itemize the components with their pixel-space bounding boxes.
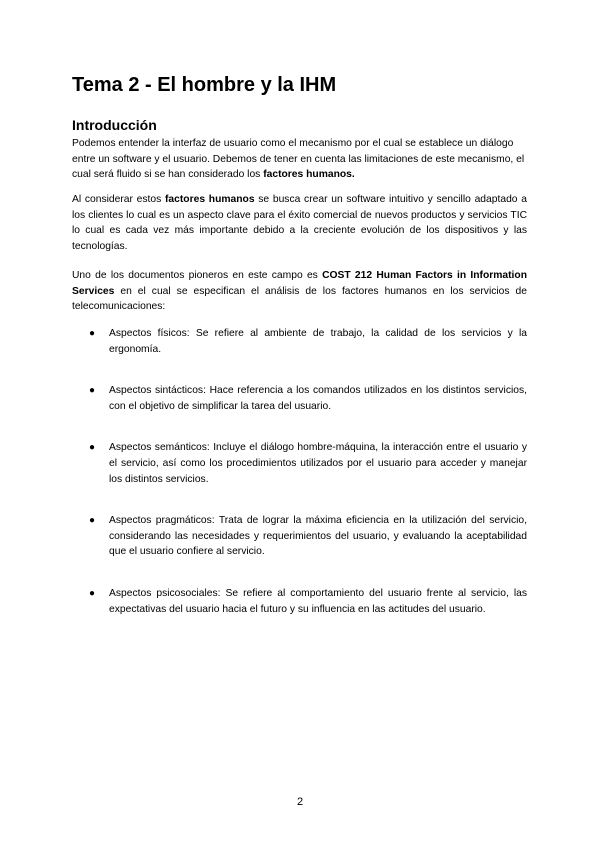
list-item-text: Aspectos semánticos: Incluye el diálogo hombre-máquina, la interacción entre el usuario y el servicio, así como los procedimientos utilizados por el usuario para acceder y manejar los distintos servicios. xyxy=(109,442,527,485)
list-item-text: Aspectos sintácticos: Hace referencia a los comandos utilizados en los distintos servicios, con el objetivo de simplificar la tarea del usuario. xyxy=(109,385,527,412)
bullet-icon: ● xyxy=(89,442,96,454)
paragraph-intro xyxy=(72,136,527,183)
page-number: 2 xyxy=(296,796,304,808)
list-item xyxy=(72,383,527,414)
paragraph-text: Al considerar estos xyxy=(72,194,165,205)
bold-term: factores humanos. xyxy=(263,169,355,181)
list-item-text: Aspectos físicos: Se refiere al ambiente de trabajo, la calidad de los servicios y la ergonomía. xyxy=(109,328,527,355)
paragraph-cost-212 xyxy=(72,268,527,315)
bold-term: COST 212 Human Factors in Information Services xyxy=(72,270,527,297)
bullet-icon: ● xyxy=(89,587,96,599)
list-item xyxy=(72,326,527,357)
section-heading: Introducción xyxy=(72,117,157,133)
list-item xyxy=(72,513,527,560)
paragraph-text: en el cual se especifican el análisis de los factores humanos en los servicios de telecomunicaciones: xyxy=(72,285,527,313)
paragraph-text: Uno de los documentos pioneros en este campo es xyxy=(72,270,323,281)
bullet-icon: ● xyxy=(89,385,96,397)
bullet-icon: ● xyxy=(89,328,96,339)
list-item xyxy=(72,440,527,487)
paragraph-text: se busca crear un software intuitivo y sencillo adaptado a los clientes lo cual es un aspecto clave para el éxito comercial de nuevos productos y servicios TIC lo cual es cada vez más importante debido a la creciente evolución de los dispositivos y las tecnologías. xyxy=(72,194,527,252)
list-item-text: Aspectos pragmáticos: Trata de lograr la máxima eficiencia en la utilización del servicio, considerando las necesidades y requerimientos del usuario, y evaluando la aceptabilidad que el usuario confiere al servicio. xyxy=(109,515,527,558)
page-title: Tema 2 - El hombre y la IHM xyxy=(72,74,337,96)
list-item xyxy=(72,586,527,617)
paragraph-text: Podemos entender la interfaz de usuario como el mecanismo por el cual se establece un diálogo entre un software y el usuario. Debemos de tener en cuenta las limitaciones de este mecanismo, el cual será fluido si se han considerado los xyxy=(72,138,525,181)
bold-term: factores humanos xyxy=(165,194,255,205)
bullet-icon: ● xyxy=(89,515,96,527)
aspects-list xyxy=(72,326,527,643)
list-item-text: Aspectos psicosociales: Se refiere al comportamiento del usuario frente al servicio, las expectativas del usuario hacia el futuro y su influencia en las actitudes del usuario. xyxy=(109,587,527,615)
paragraph-human-factors xyxy=(72,192,527,254)
